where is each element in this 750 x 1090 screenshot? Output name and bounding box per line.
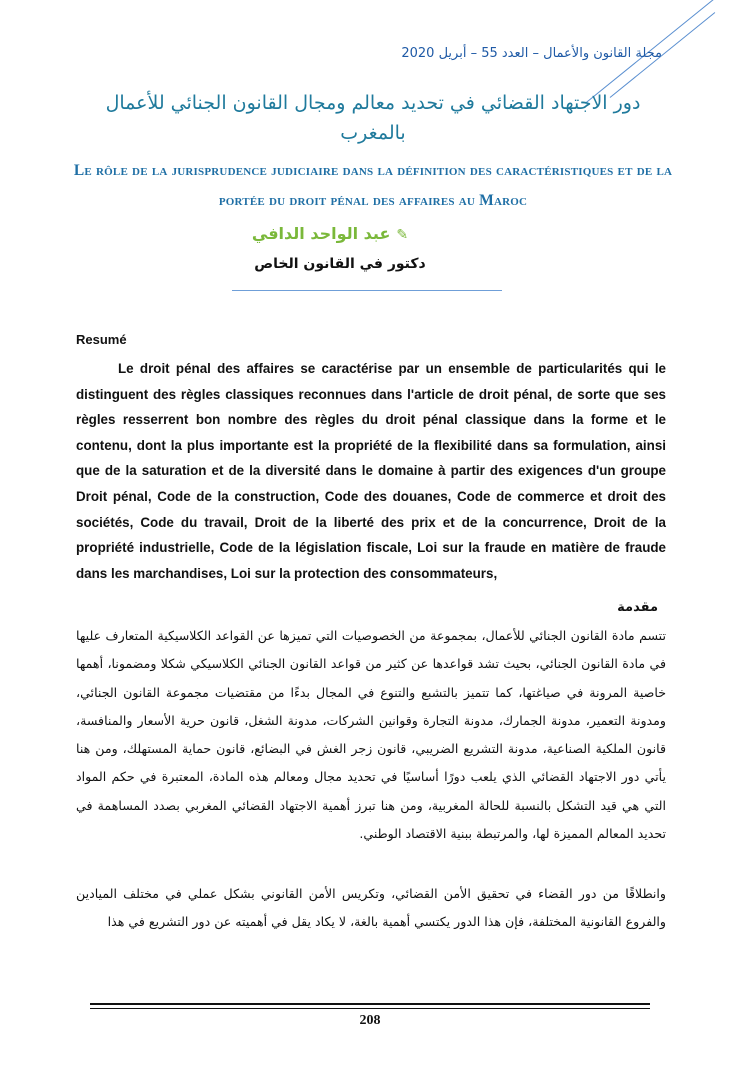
intro-heading: مقدمة — [617, 600, 658, 615]
resume-heading: Resumé — [76, 332, 127, 347]
intro-paragraph-1: تتسم مادة القانون الجنائي للأعمال، بمجموعة من الخصوصيات التي تميزها عن القواعد الكلاسيكية المتعارف عليها في مادة القانون الجنائي، بحيث تشد قواعدها عن كثير من قواعد القانون الجنائي الكلاسيكي شكلا ومضمونا، أهمها خاصية المرونة في صياغتها، كما تتميز بالتشبع والتنوع في المجال بدءًا من مقتضيات مجموعة القانون الجنائي، ومدونة التعمير، مدونة الجمارك، مدونة التجارة وقوانين الشركات، مدونة الشغل، قانون حرية الأسعار والمنافسة، قانون الملكية الصناعية، مدونة التشريع الضريبي، قانون زجر الغش في البضائع، قانون حماية المستهلك، ومن هنا يأتي دور الاجتهاد القضائي الذي يلعب دورًا أساسيًا في تحديد مجال ومعالم هذه المادة، المعتبرة في حكم المواد التي هي قيد التشكل بالنسبة للحالة المغربية، ومن هنا تبرز أهمية الاجتهاد القضائي المغربي بصدد المساهمة في تحديد المعالم المميزة لها، والمرتبطة ببنية الاقتصاد الوطني. — [76, 628, 666, 842]
footer-rule — [90, 1003, 650, 1005]
resume-paragraph: Le droit pénal des affaires se caractérise par un ensemble de particularités qui le distinguent des règles classiques reconnues dans l'article de droit pénal, de sorte que ses règles resserrent bon nombre des règles du droit pénal classique dans la forme et le contenu, dont la plus importante est la propriété de la flexibilité dans sa formulation, ainsi que de la saturation et de la diversité dans le domaine à partir des exigences d'un groupe Droit pénal, Code de la construction, Code des douanes, Code de commerce et droit des sociétés, Code du travail, Droit de la liberté des prix et de la concurrence, Droit de la propriété industrielle, Code de la législation fiscale, Loi sur la fraude en matière de fraude dans les marchandises, Loi sur la protection des consommateurs, — [76, 361, 666, 581]
intro-paragraph-2: وانطلاقًا من دور القضاء في تحقيق الأمن القضائي، وتكريس الأمن القانوني بشكل عملي في مختلف الميادين والفروع القانونية المختلفة، فإن هذا الدور يكتسي أهمية بالغة، لا يكاد يقل في أهميته عن دور التشريع في هذا — [76, 886, 666, 930]
article-title-arabic: دور الاجتهاد القضائي في تحديد معالم ومجال القانون الجنائي للأعمال بالمغرب — [105, 92, 641, 144]
author-degree: دكتور في القانون الخاص — [254, 256, 426, 272]
journal-header: مجلة القانون والأعمال – العدد 55 – أبريل 2020 — [401, 46, 662, 61]
author-name: عبد الواحد الدافي — [251, 224, 391, 243]
footer-rule — [90, 1008, 650, 1009]
article-title-french: Le rôle de la jurisprudence judiciaire dans la définition des caractéristiques et de la portée du droit pénal des affaires au Maroc — [73, 162, 673, 209]
author-divider — [232, 290, 502, 291]
page-number: 208 — [359, 1013, 381, 1028]
pen-icon: ✎ — [396, 227, 409, 243]
author-block — [180, 224, 480, 243]
